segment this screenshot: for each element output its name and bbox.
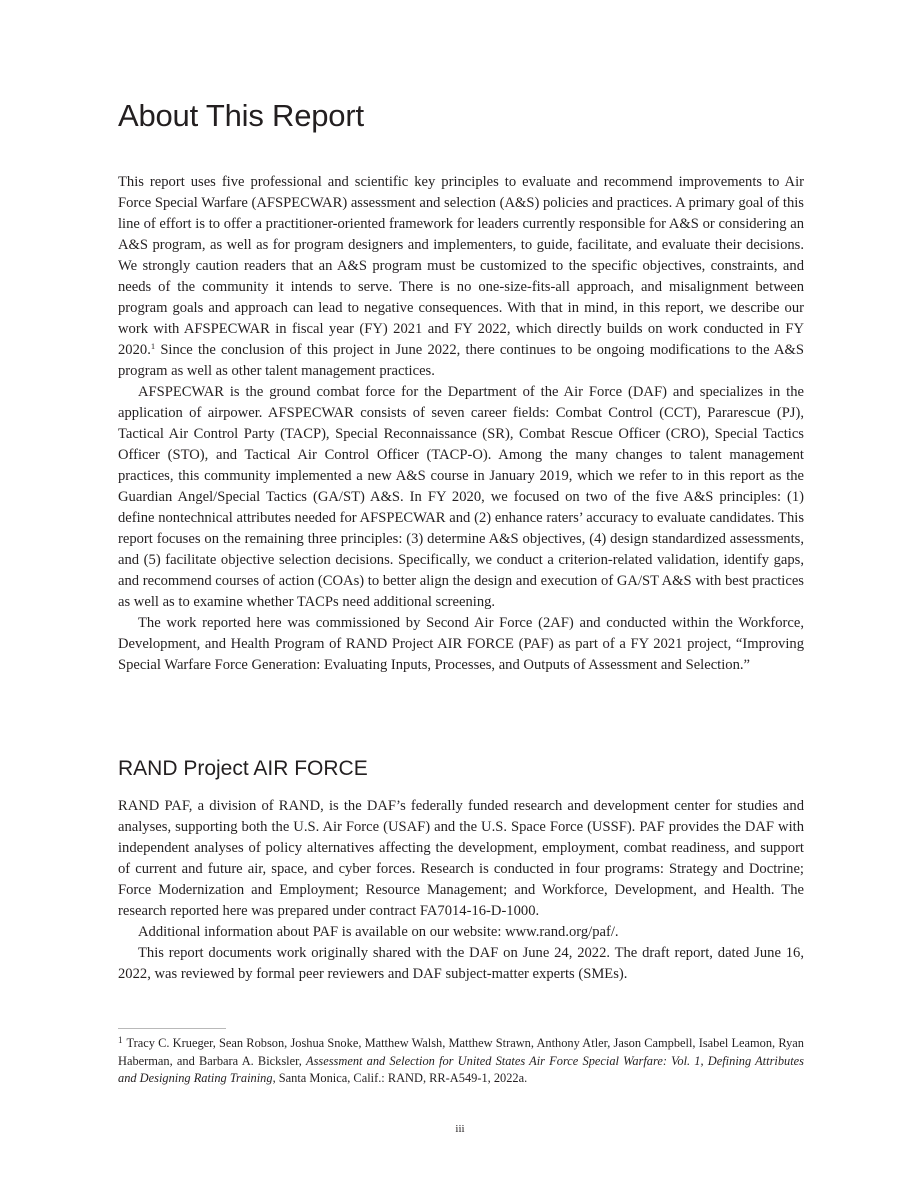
page-title: About This Report — [118, 98, 364, 133]
page-number: iii — [455, 1123, 465, 1135]
section-heading-rand-paf: RAND Project AIR FORCE — [118, 757, 368, 780]
footnote-publisher: , Santa Monica, Calif.: RAND, RR-A549-1, 2022a. — [272, 1071, 528, 1085]
rand-body — [118, 796, 804, 985]
footnote-divider — [118, 1028, 226, 1029]
rand-paragraph-3: This report documents work originally shared with the DAF on June 24, 2022. The draft report, dated June 16, 2022, was reviewed by formal peer reviewers and DAF subject-matter experts (SMEs). — [118, 945, 804, 982]
about-body — [118, 172, 804, 676]
footnote — [118, 1035, 804, 1088]
footnote-reference[interactable]: 1 — [150, 341, 156, 351]
footnote-number: 1 — [118, 1035, 123, 1045]
about-paragraph-1 — [118, 172, 804, 382]
footnote-authors: Tracy C. Krueger, Sean Robson, Joshua Snoke, Matthew Walsh, Matthew Strawn, Anthony Atler, Jason Campbell, Isabel Leamon, Ryan Haberman, and Barbara A. Bicksler, — [118, 1036, 804, 1068]
rand-paragraph-1: RAND PAF, a division of RAND, is the DAF’s federally funded research and development center for studies and analyses, supporting both the U.S. Air Force (USAF) and the U.S. Space Force (USSF). PAF provides the DAF with independent analyses of policy alternatives affecting the development, employment, combat readiness, and support of current and future air, space, and cyber forces. Research is conducted in four programs: Strategy and Doctrine; Force Modernization and Employment; Resource Management; and Workforce, Development, and Health. The research reported here was prepared under contract FA7014-16-D-1000. — [118, 798, 804, 919]
about-paragraph-2: AFSPECWAR is the ground combat force for the Department of the Air Force (DAF) and specializes in the application of airpower. AFSPECWAR consists of seven career fields: Combat Control (CCT), Pararescue (PJ), Tactical Air Control Party (TACP), Special Reconnaissance (SR), Combat Rescue Officer (CRO), Special Tactics Officer (STO), and Tactical Air Control Officer (TACP-O). Among the many changes to talent management practices, this community implemented a new A&S course in January 2019, which we refer to in this report as the Guardian Angel/Special Tactics (GA/ST) A&S. In FY 2020, we focused on two of the five A&S principles: (1) define nontechnical attributes needed for AFSPECWAR and (2) enhance raters’ accuracy to evaluate candidates. This report focuses on the remaining three principles: (3) determine A&S objectives, (4) design standardized assessments, and (5) facilitate objective selection decisions. Specifically, we conduct a criterion-related validation, identify gaps, and recommend courses of action (COAs) to better align the design and execution of GA/ST A&S with best practices as well as to examine whether TACPs need additional screening. — [118, 384, 804, 610]
about-paragraph-3: The work reported here was commissioned by Second Air Force (2AF) and conducted within the Workforce, Development, and Health Program of RAND Project AIR FORCE (PAF) as part of a FY 2021 project, “Improving Special Warfare Force Generation: Evaluating Inputs, Processes, and Outputs of Assessment and Selection.” — [118, 615, 804, 673]
about-paragraph-1-text-a: This report uses five professional and scientific key principles to evaluate and recommend improvements to Air Force Special Warfare (AFSPECWAR) assessment and selection (A&S) policies and practices. A primary goal of this line of effort is to offer a practitioner-oriented framework for leaders currently responsible for A&S or considering an A&S program, as well as for program designers and implementers, to guide, facilitate, and evaluate their decisions. We strongly caution readers that an A&S program must be customized to the specific objectives, constraints, and needs of the community it intends to serve. There is no one-size-fits-all approach, and misalignment between program goals and approach can lead to negative consequences. With that in mind, in this report, we describe our work with AFSPECWAR in fiscal year (FY) 2021 and FY 2022, which directly builds on work conducted in FY 2020. — [118, 174, 804, 358]
rand-paragraph-2: Additional information about PAF is available on our website: www.rand.org/paf/. — [138, 924, 619, 940]
footnote-title: Assessment and Selection for United States Air Force Special Warfare: Vol. 1, Defining Attributes and Designing Rating Training — [118, 1053, 804, 1085]
about-paragraph-1-text-b: Since the conclusion of this project in June 2022, there continues to be ongoing modifications to the A&S program as well as other talent management practices. — [118, 342, 804, 379]
